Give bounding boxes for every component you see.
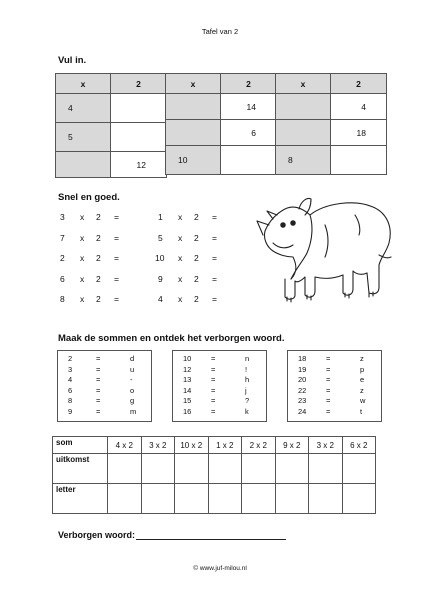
sum-cell: 9 x 2 — [275, 437, 309, 454]
table-cell: 18 — [331, 120, 387, 146]
code-equals: = — [326, 385, 331, 395]
code-row — [68, 365, 151, 376]
drill-row — [158, 233, 228, 254]
drill-equals: = — [114, 273, 119, 284]
drill-equals: = — [212, 273, 217, 284]
hidden-word-label: Verborgen woord: — [58, 530, 136, 540]
code-letter: w — [360, 396, 366, 406]
drill-operator: x — [80, 253, 85, 263]
drill-operator: x — [178, 232, 183, 243]
drill-factor: 2 — [96, 232, 101, 243]
drill-factor: 2 — [60, 253, 65, 263]
drill-factor: 9 — [158, 273, 163, 284]
code-number: 13 — [183, 375, 192, 385]
result-cell[interactable] — [309, 454, 343, 484]
code-equals: = — [326, 364, 331, 374]
sum-cell: 2 x 2 — [242, 437, 276, 454]
hidden-word-line[interactable] — [136, 539, 286, 540]
code-equals: = — [326, 354, 331, 363]
sum-cell: 3 x 2 — [141, 437, 175, 454]
answer-cell[interactable] — [221, 146, 277, 175]
code-letter: z — [360, 354, 364, 363]
drill-row — [60, 253, 130, 274]
code-letter: g — [130, 396, 135, 406]
code-letter: ! — [245, 364, 248, 374]
drill-operator: x — [80, 273, 85, 284]
code-number: 19 — [298, 364, 307, 374]
code-letter: z — [360, 385, 364, 395]
table-cell: 6 — [221, 120, 277, 146]
drill-row — [158, 274, 228, 295]
table-header-2: 2 — [111, 74, 167, 94]
code-number: 9 — [68, 406, 73, 416]
drill-factor: 1 — [158, 212, 163, 222]
code-equals: = — [326, 406, 331, 416]
sum-cell: 10 x 2 — [175, 437, 209, 454]
letter-cell[interactable] — [175, 484, 209, 514]
code-number: 8 — [68, 396, 73, 406]
table-cell: 10 — [166, 146, 221, 175]
code-number: 18 — [298, 354, 307, 363]
code-row — [183, 365, 266, 376]
code-letter: n — [245, 354, 250, 363]
code-number: 22 — [298, 385, 307, 395]
code-equals: = — [211, 375, 216, 385]
code-equals: = — [211, 406, 216, 416]
drill-factor: 2 — [194, 253, 199, 263]
table-cell: 12 — [111, 152, 167, 178]
answer-table — [52, 436, 376, 514]
code-number: 15 — [183, 396, 192, 406]
drill-factor: 8 — [60, 294, 65, 304]
code-row — [183, 407, 266, 418]
code-row — [183, 386, 266, 397]
code-letter: o — [130, 385, 135, 395]
code-number: 3 — [68, 364, 73, 374]
table-header-x: x — [56, 74, 111, 94]
letter-cell[interactable] — [141, 484, 175, 514]
drill-factor: 6 — [60, 273, 65, 284]
drill-factor: 2 — [96, 253, 101, 263]
table-cell: 8 — [276, 146, 331, 175]
table-cell: 14 — [221, 94, 277, 120]
table-header-2: 2 — [331, 74, 387, 94]
table-header-2: 2 — [221, 74, 277, 94]
result-cell[interactable] — [108, 454, 142, 484]
letter-cell[interactable] — [309, 484, 343, 514]
drill-row — [60, 233, 130, 254]
answer-row-sums — [53, 437, 376, 454]
code-letter: ? — [245, 396, 250, 406]
drill-equals: = — [114, 232, 119, 243]
row-label-letter: letter — [53, 484, 108, 514]
drill-row — [155, 253, 228, 274]
answer-cell[interactable] — [111, 123, 167, 152]
code-equals: = — [96, 385, 101, 395]
result-cell[interactable] — [141, 454, 175, 484]
answer-cell[interactable] — [331, 146, 387, 175]
code-equals: = — [96, 364, 101, 374]
code-equals: = — [96, 354, 101, 363]
letter-cell[interactable] — [275, 484, 309, 514]
letter-cell[interactable] — [342, 484, 376, 514]
drill-equals: = — [212, 232, 217, 243]
code-equals: = — [96, 375, 101, 385]
answer-cell[interactable] — [276, 94, 331, 120]
drill-column-left — [60, 212, 130, 315]
code-row — [298, 365, 381, 376]
code-table-2 — [172, 350, 267, 422]
answer-row-letter — [53, 484, 376, 514]
drill-factor: 7 — [60, 232, 65, 243]
section2-heading: Snel en goed. — [58, 192, 120, 203]
rhino-illustration — [255, 195, 395, 307]
row-label-som: som — [53, 437, 108, 454]
code-number: 20 — [298, 375, 307, 385]
drill-equals: = — [114, 253, 119, 263]
code-letter: d — [130, 354, 135, 363]
code-number: 24 — [298, 406, 307, 416]
drill-factor: 2 — [96, 294, 101, 304]
code-number: 4 — [68, 375, 73, 385]
fill-table-1 — [55, 73, 167, 178]
code-letter: u — [130, 364, 135, 374]
code-row — [298, 354, 381, 365]
result-cell[interactable] — [275, 454, 309, 484]
code-number: 14 — [183, 385, 192, 395]
code-row — [68, 396, 151, 407]
code-letter: k — [245, 406, 249, 416]
drill-factor: 2 — [194, 232, 199, 243]
code-table-3 — [287, 350, 382, 422]
result-cell[interactable] — [208, 454, 242, 484]
table-header-x: x — [276, 74, 331, 94]
section1-heading: Vul in. — [58, 55, 87, 66]
table-cell: 5 — [56, 123, 111, 152]
drill-factor: 2 — [96, 273, 101, 284]
fill-table-2 — [165, 73, 277, 175]
drill-factor: 4 — [158, 294, 163, 304]
drill-operator: x — [178, 273, 183, 284]
code-row — [298, 407, 381, 418]
drill-factor: 5 — [158, 232, 163, 243]
answer-cell[interactable] — [56, 152, 111, 178]
code-row — [183, 375, 266, 386]
drill-operator: x — [178, 253, 183, 263]
sum-cell: 6 x 2 — [342, 437, 376, 454]
answer-cell[interactable] — [166, 94, 221, 120]
code-row — [183, 354, 266, 365]
code-row — [68, 386, 151, 397]
code-number: 10 — [183, 354, 192, 363]
result-cell[interactable] — [175, 454, 209, 484]
code-row — [68, 354, 151, 365]
code-number: 23 — [298, 396, 307, 406]
drill-operator: x — [80, 212, 85, 222]
drill-operator: x — [178, 212, 183, 222]
code-equals: = — [96, 406, 101, 416]
drill-factor: 2 — [194, 273, 199, 284]
drill-operator: x — [80, 232, 85, 243]
result-cell[interactable] — [242, 454, 276, 484]
code-row — [298, 396, 381, 407]
code-letter: p — [360, 364, 365, 374]
drill-row — [60, 212, 130, 233]
code-row — [298, 386, 381, 397]
drill-operator: x — [178, 294, 183, 304]
drill-factor: 2 — [194, 294, 199, 304]
fill-table-3 — [275, 73, 387, 175]
code-letter: h — [245, 375, 250, 385]
code-equals: = — [211, 396, 216, 406]
sum-cell: 3 x 2 — [309, 437, 343, 454]
drill-row — [60, 294, 130, 315]
code-letter: t — [360, 406, 363, 416]
drill-factor: 3 — [60, 212, 65, 222]
code-number: 6 — [68, 385, 73, 395]
drill-factor: 2 — [194, 212, 199, 222]
code-row — [183, 396, 266, 407]
page-title: Tafel van 2 — [201, 27, 239, 36]
drill-equals: = — [114, 294, 119, 304]
answer-row-uitkomst — [53, 454, 376, 484]
sum-cell: 4 x 2 — [108, 437, 142, 454]
answer-cell[interactable] — [111, 94, 167, 123]
footer-credit: © www.juf-milou.nl — [193, 565, 247, 572]
drill-factor: 2 — [96, 212, 101, 222]
code-equals: = — [96, 396, 101, 406]
code-equals: = — [326, 375, 331, 385]
code-equals: = — [326, 396, 331, 406]
code-row — [68, 375, 151, 386]
drill-equals: = — [212, 294, 217, 304]
code-equals: = — [211, 364, 216, 374]
table-cell: 4 — [56, 94, 111, 123]
drill-row — [158, 212, 228, 233]
code-letter: - — [130, 375, 133, 385]
code-table-1 — [57, 350, 152, 422]
code-letter: m — [130, 406, 137, 416]
section3-heading: Maak de sommen en ontdek het verborgen woord. — [58, 333, 285, 344]
drill-equals: = — [212, 253, 217, 263]
drill-row — [158, 294, 228, 315]
code-equals: = — [211, 354, 216, 363]
code-letter: e — [360, 375, 365, 385]
letter-cell[interactable] — [208, 484, 242, 514]
letter-cell[interactable] — [108, 484, 142, 514]
drill-factor: 10 — [155, 253, 165, 263]
result-cell[interactable] — [342, 454, 376, 484]
code-equals: = — [211, 385, 216, 395]
drill-equals: = — [212, 212, 217, 222]
row-label-uitkomst: uitkomst — [53, 454, 108, 484]
drill-operator: x — [80, 294, 85, 304]
answer-cell[interactable] — [166, 120, 221, 146]
code-row — [68, 407, 151, 418]
table-header-x: x — [166, 74, 221, 94]
table-cell: 4 — [331, 94, 387, 120]
answer-cell[interactable] — [276, 120, 331, 146]
drill-equals: = — [114, 212, 119, 222]
drill-row — [60, 274, 130, 295]
letter-cell[interactable] — [242, 484, 276, 514]
code-number: 2 — [68, 354, 73, 363]
code-letter: j — [245, 385, 247, 395]
code-row — [298, 375, 381, 386]
code-number: 16 — [183, 406, 192, 416]
code-number: 12 — [183, 364, 192, 374]
drill-column-right — [155, 212, 228, 315]
sum-cell: 1 x 2 — [208, 437, 242, 454]
